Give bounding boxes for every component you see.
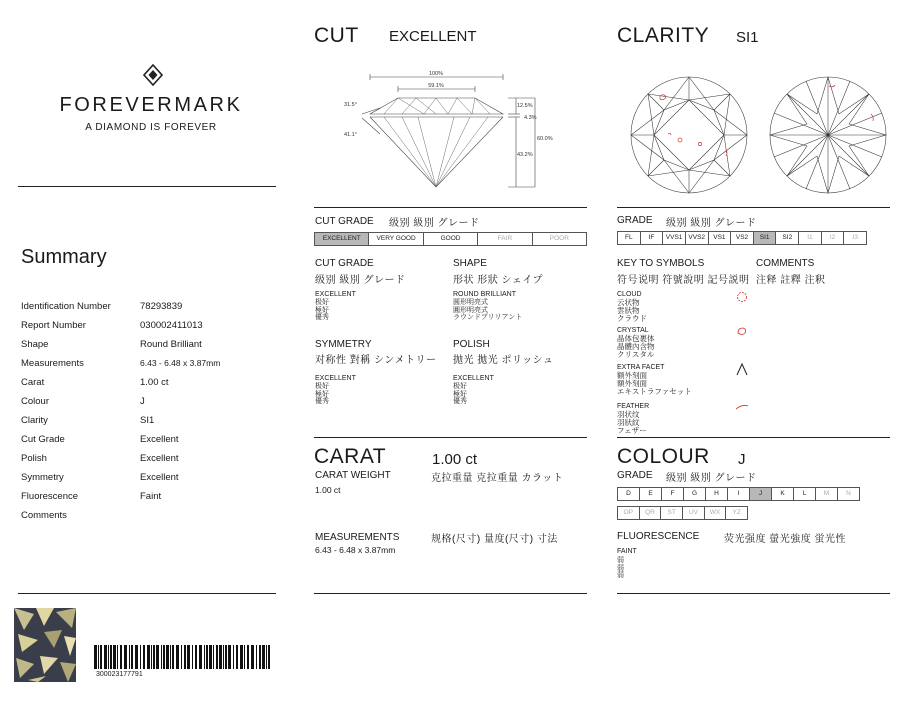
barcode-number: 300023177791 xyxy=(96,671,143,678)
symbol-name: FEATHER xyxy=(617,403,650,410)
barcode xyxy=(94,645,274,669)
barcode-bar xyxy=(223,645,224,669)
colour-grade-scale-extended xyxy=(617,506,748,520)
barcode-bar xyxy=(195,645,197,669)
grade-cell: I2 xyxy=(822,232,845,244)
barcode-bar xyxy=(143,645,145,669)
barcode-bar xyxy=(268,645,270,669)
comments-label: COMMENTS xyxy=(756,258,815,269)
barcode-bar xyxy=(170,645,171,669)
barcode-bar xyxy=(153,645,155,669)
grade-cell: POOR xyxy=(549,235,569,242)
cut-grade-label: CUT GRADE xyxy=(315,216,374,227)
clarity-grade-scale xyxy=(617,231,867,245)
grade-cell: I xyxy=(728,488,750,500)
barcode-bar xyxy=(156,645,159,669)
barcode-bar xyxy=(110,645,112,669)
symbol-cjk: 羽狀紋 xyxy=(617,417,640,427)
carat-title: CARAT xyxy=(314,445,387,468)
pavilion-angle-label: 41.1° xyxy=(344,132,357,138)
grade-cell: VVS1 xyxy=(663,232,686,244)
grade-cell: FL xyxy=(618,232,641,244)
summary-row-label: Colour xyxy=(21,396,49,407)
colour-grade-cjk: 级别 級別 グレード xyxy=(666,473,757,484)
summary-row-value: Faint xyxy=(140,491,162,502)
grade-cell: F xyxy=(662,488,684,500)
grade-cell: ST xyxy=(661,507,683,519)
summary-row-label: Identification Number xyxy=(21,301,111,312)
clarity-grade-label: GRADE xyxy=(617,215,653,226)
divider xyxy=(617,207,890,208)
cut-grade2-label: CUT GRADE xyxy=(315,258,374,269)
barcode-bar xyxy=(259,645,261,669)
divider xyxy=(314,437,587,438)
barcode-bar xyxy=(161,645,162,669)
measurements-cjk: 规格(尺寸) 量度(尺寸) 寸法 xyxy=(431,534,558,545)
carat-value: 1.00 ct xyxy=(432,451,478,468)
colour-grade-scale xyxy=(617,487,860,501)
barcode-bar xyxy=(247,645,249,669)
comments-cjk: 注释 註釋 注釈 xyxy=(756,275,826,286)
symbol-cjk: 晶體內含物 xyxy=(617,341,655,351)
symbol-cjk: クリスタル xyxy=(617,349,655,359)
barcode-bar xyxy=(131,645,133,669)
summary-row-label: Cut Grade xyxy=(21,434,65,445)
symbol-cjk: 晶体包裹体 xyxy=(617,333,655,343)
barcode-bar xyxy=(192,645,193,669)
clarity-plot-crown xyxy=(628,74,750,196)
cut-grade-scale xyxy=(314,232,587,246)
fluorescence-label: FLUORESCENCE xyxy=(617,531,700,542)
barcode-bar xyxy=(187,645,190,669)
summary-row-value: Excellent xyxy=(140,434,179,445)
divider xyxy=(617,593,890,594)
grade-cell: SI1 xyxy=(754,232,777,244)
clarity-value: SI1 xyxy=(736,29,759,46)
barcode-bar xyxy=(140,645,141,669)
symbol-cjk: 額外刻面 xyxy=(617,378,647,388)
grade-cell: I1 xyxy=(799,232,822,244)
key-to-symbols-cjk: 符号说明 符號說明 記号説明 xyxy=(617,275,750,286)
summary-row-label: Symmetry xyxy=(21,472,64,483)
summary-row-value: 78293839 xyxy=(140,301,183,312)
barcode-bar xyxy=(233,645,234,669)
barcode-bar xyxy=(236,645,238,669)
clarity-grade-cjk: 级别 級別 グレード xyxy=(666,218,757,229)
polish-label: POLISH xyxy=(453,339,490,350)
grade-cell: UV xyxy=(683,507,705,519)
colour-grade-label: GRADE xyxy=(617,470,653,481)
symmetry-cjk-values: 极好 極好 優秀 xyxy=(315,383,329,405)
summary-row-label: Comments xyxy=(21,510,67,521)
symbol-cjk: エキストラファセット xyxy=(617,386,692,396)
table-label: 59.1% xyxy=(428,83,444,89)
cut-grade2-cjk-values: 极好 極好 優秀 xyxy=(315,299,329,321)
grade-cell: N xyxy=(846,490,851,497)
barcode-bar xyxy=(176,645,179,669)
divider xyxy=(314,593,587,594)
barcode-bar xyxy=(240,645,243,669)
cut-value: EXCELLENT xyxy=(389,28,477,45)
symbol-cjk: クラウド xyxy=(617,313,647,323)
grade-cell: E xyxy=(640,488,662,500)
grade-cell: VS2 xyxy=(731,232,754,244)
polish-cjk-values: 极好 極好 優秀 xyxy=(453,383,467,405)
grade-cell: WX xyxy=(705,507,727,519)
barcode-bar xyxy=(135,645,138,669)
cut-grade2-value: EXCELLENT xyxy=(315,291,356,298)
feather-symbol-icon xyxy=(734,401,750,413)
symbol-name: CLOUD xyxy=(617,291,642,298)
barcode-bar xyxy=(94,645,97,669)
symmetry-value: EXCELLENT xyxy=(315,375,356,382)
summary-row-value: 1.00 ct xyxy=(140,377,169,388)
barcode-bar xyxy=(117,645,118,669)
crown-angle-label: 31.5° xyxy=(344,102,357,108)
barcode-bar xyxy=(209,645,212,669)
grade-cell: YZ xyxy=(732,509,741,516)
grade-cell: M xyxy=(816,488,838,500)
grade-cell: VVS2 xyxy=(686,232,709,244)
barcode-bar xyxy=(129,645,130,669)
summary-row-value: Round Brilliant xyxy=(140,339,202,350)
grade-cell: OP xyxy=(618,507,640,519)
barcode-bar xyxy=(225,645,227,669)
grade-cell: FAIR xyxy=(478,233,532,245)
grade-cell: SI2 xyxy=(776,232,799,244)
summary-row-value: Excellent xyxy=(140,453,179,464)
barcode-bar xyxy=(151,645,152,669)
shape-cjk: 形状 形狀 シェイプ xyxy=(453,275,544,286)
carat-weight-label: CARAT WEIGHT xyxy=(315,470,391,481)
colour-value: J xyxy=(738,451,746,468)
grade-cell: VS1 xyxy=(709,232,732,244)
summary-row-value: SI1 xyxy=(140,415,155,426)
barcode-bar xyxy=(113,645,116,669)
summary-row-label: Shape xyxy=(21,339,49,350)
clarity-title: CLARITY xyxy=(617,24,710,47)
summary-row-label: Carat xyxy=(21,377,45,388)
divider xyxy=(18,186,276,187)
barcode-bar xyxy=(216,645,218,669)
girdle-label: 4.3% xyxy=(524,115,537,121)
symbol-key-item xyxy=(617,364,692,396)
barcode-bar xyxy=(251,645,254,669)
carat-weight-cjk: 克拉重量 克拉重量 カラット xyxy=(431,473,564,484)
barcode-bar xyxy=(166,645,169,669)
cloud-symbol-icon xyxy=(735,290,749,304)
barcode-bar xyxy=(206,645,208,669)
barcode-bar xyxy=(244,645,245,669)
forevermark-logo-icon xyxy=(143,64,163,86)
polish-value: EXCELLENT xyxy=(453,375,494,382)
barcode-bar xyxy=(228,645,231,669)
colour-title: COLOUR xyxy=(617,445,710,468)
grade-cell: D xyxy=(618,488,640,500)
grade-cell: L xyxy=(794,488,816,500)
summary-row-label: Polish xyxy=(21,453,47,464)
barcode-bar xyxy=(108,645,109,669)
symbol-cjk: 羽状纹 xyxy=(617,409,640,419)
grade-cell: I3 xyxy=(852,234,858,241)
summary-row-value: 6.43 - 6.48 x 3.87mm xyxy=(140,358,221,368)
summary-row-label: Fluorescence xyxy=(21,491,79,502)
symbol-key-item xyxy=(617,291,647,323)
summary-row-value: J xyxy=(140,396,145,407)
grade-cell: K xyxy=(772,488,794,500)
pavilion-depth-label: 43.2% xyxy=(517,152,533,158)
key-to-symbols-label: KEY TO SYMBOLS xyxy=(617,258,705,269)
grade-cell: QR xyxy=(640,507,662,519)
grade-cell: EXCELLENT xyxy=(315,233,369,245)
symbol-cjk: 雲狀物 xyxy=(617,305,640,315)
barcode-bar xyxy=(256,645,257,669)
barcode-bar xyxy=(124,645,127,669)
brand-tagline: A DIAMOND IS FOREVER xyxy=(85,122,217,133)
cut-title: CUT xyxy=(314,24,359,47)
brand-name: FOREVERMARK xyxy=(59,94,243,116)
divider xyxy=(314,207,587,208)
fluorescence-cjk-values: 弱 弱 弱 xyxy=(617,557,624,579)
grade-cell: VERY GOOD xyxy=(369,233,423,245)
grade-cell: J xyxy=(750,488,772,500)
shape-cjk-values: 圆形明亮式 圓形明亮式 ラウンドブリリアント xyxy=(453,299,523,321)
barcode-bar xyxy=(262,645,265,669)
barcode-bar xyxy=(100,645,102,669)
barcode-bar xyxy=(219,645,222,669)
barcode-bar xyxy=(204,645,205,669)
symbol-key-item xyxy=(617,327,655,359)
grade-cell: G xyxy=(684,488,706,500)
cut-grade-cjk: 级别 級別 グレード xyxy=(389,218,480,229)
fluorescence-cjk: 荧光强度 螢光強度 蛍光性 xyxy=(724,534,847,545)
extra-facet-symbol-icon xyxy=(736,362,748,376)
crown-height-label: 12.5% xyxy=(517,103,533,109)
polish-cjk: 抛光 拋光 ポリッシュ xyxy=(453,355,554,366)
measurements-label: MEASUREMENTS xyxy=(315,532,400,543)
barcode-bar xyxy=(184,645,186,669)
barcode-bar xyxy=(104,645,107,669)
carat-weight-value: 1.00 ct xyxy=(315,485,341,495)
summary-row-label: Measurements xyxy=(21,358,84,369)
grade-cell: H xyxy=(706,488,728,500)
symmetry-cjk: 对称性 對稱 シンメトリー xyxy=(315,355,437,366)
grade-cell: GOOD xyxy=(424,233,478,245)
symbol-name: CRYSTAL xyxy=(617,327,649,334)
symmetry-label: SYMMETRY xyxy=(315,339,372,350)
barcode-bar xyxy=(266,645,267,669)
grade-cell: IF xyxy=(641,232,664,244)
barcode-bar xyxy=(199,645,202,669)
summary-row-value: Excellent xyxy=(140,472,179,483)
summary-row-label: Report Number xyxy=(21,320,86,331)
barcode-bar xyxy=(163,645,165,669)
barcode-bar xyxy=(181,645,182,669)
cut-grade2-cjk: 级别 級別 グレード xyxy=(315,275,406,286)
symbol-cjk: 云状物 xyxy=(617,297,640,307)
barcode-bar xyxy=(120,645,122,669)
fluorescence-value: FAINT xyxy=(617,548,637,555)
symbol-name: EXTRA FACET xyxy=(617,364,665,371)
summary-row-label: Clarity xyxy=(21,415,48,426)
measurements-value: 6.43 - 6.48 x 3.87mm xyxy=(315,545,396,555)
symbol-cjk: フェザー xyxy=(617,425,647,435)
barcode-bar xyxy=(172,645,174,669)
symbol-key-item xyxy=(617,403,649,435)
barcode-bar xyxy=(147,645,150,669)
shape-value: ROUND BRILLIANT xyxy=(453,291,517,298)
barcode-bar xyxy=(98,645,99,669)
divider xyxy=(18,593,276,594)
barcode-bar xyxy=(213,645,214,669)
crystal-symbol-icon xyxy=(735,325,749,339)
summary-row-value: 030002411013 xyxy=(140,320,203,331)
proportions-diagram xyxy=(340,70,555,195)
summary-title: Summary xyxy=(21,246,107,268)
clarity-plot-pavilion xyxy=(767,74,889,196)
shape-label: SHAPE xyxy=(453,258,487,269)
total-width-label: 100% xyxy=(428,71,444,77)
divider xyxy=(617,437,890,438)
symbol-cjk: 额外刻面 xyxy=(617,370,647,380)
diamond-photo xyxy=(14,608,76,682)
total-depth-label: 60.0% xyxy=(537,136,553,142)
